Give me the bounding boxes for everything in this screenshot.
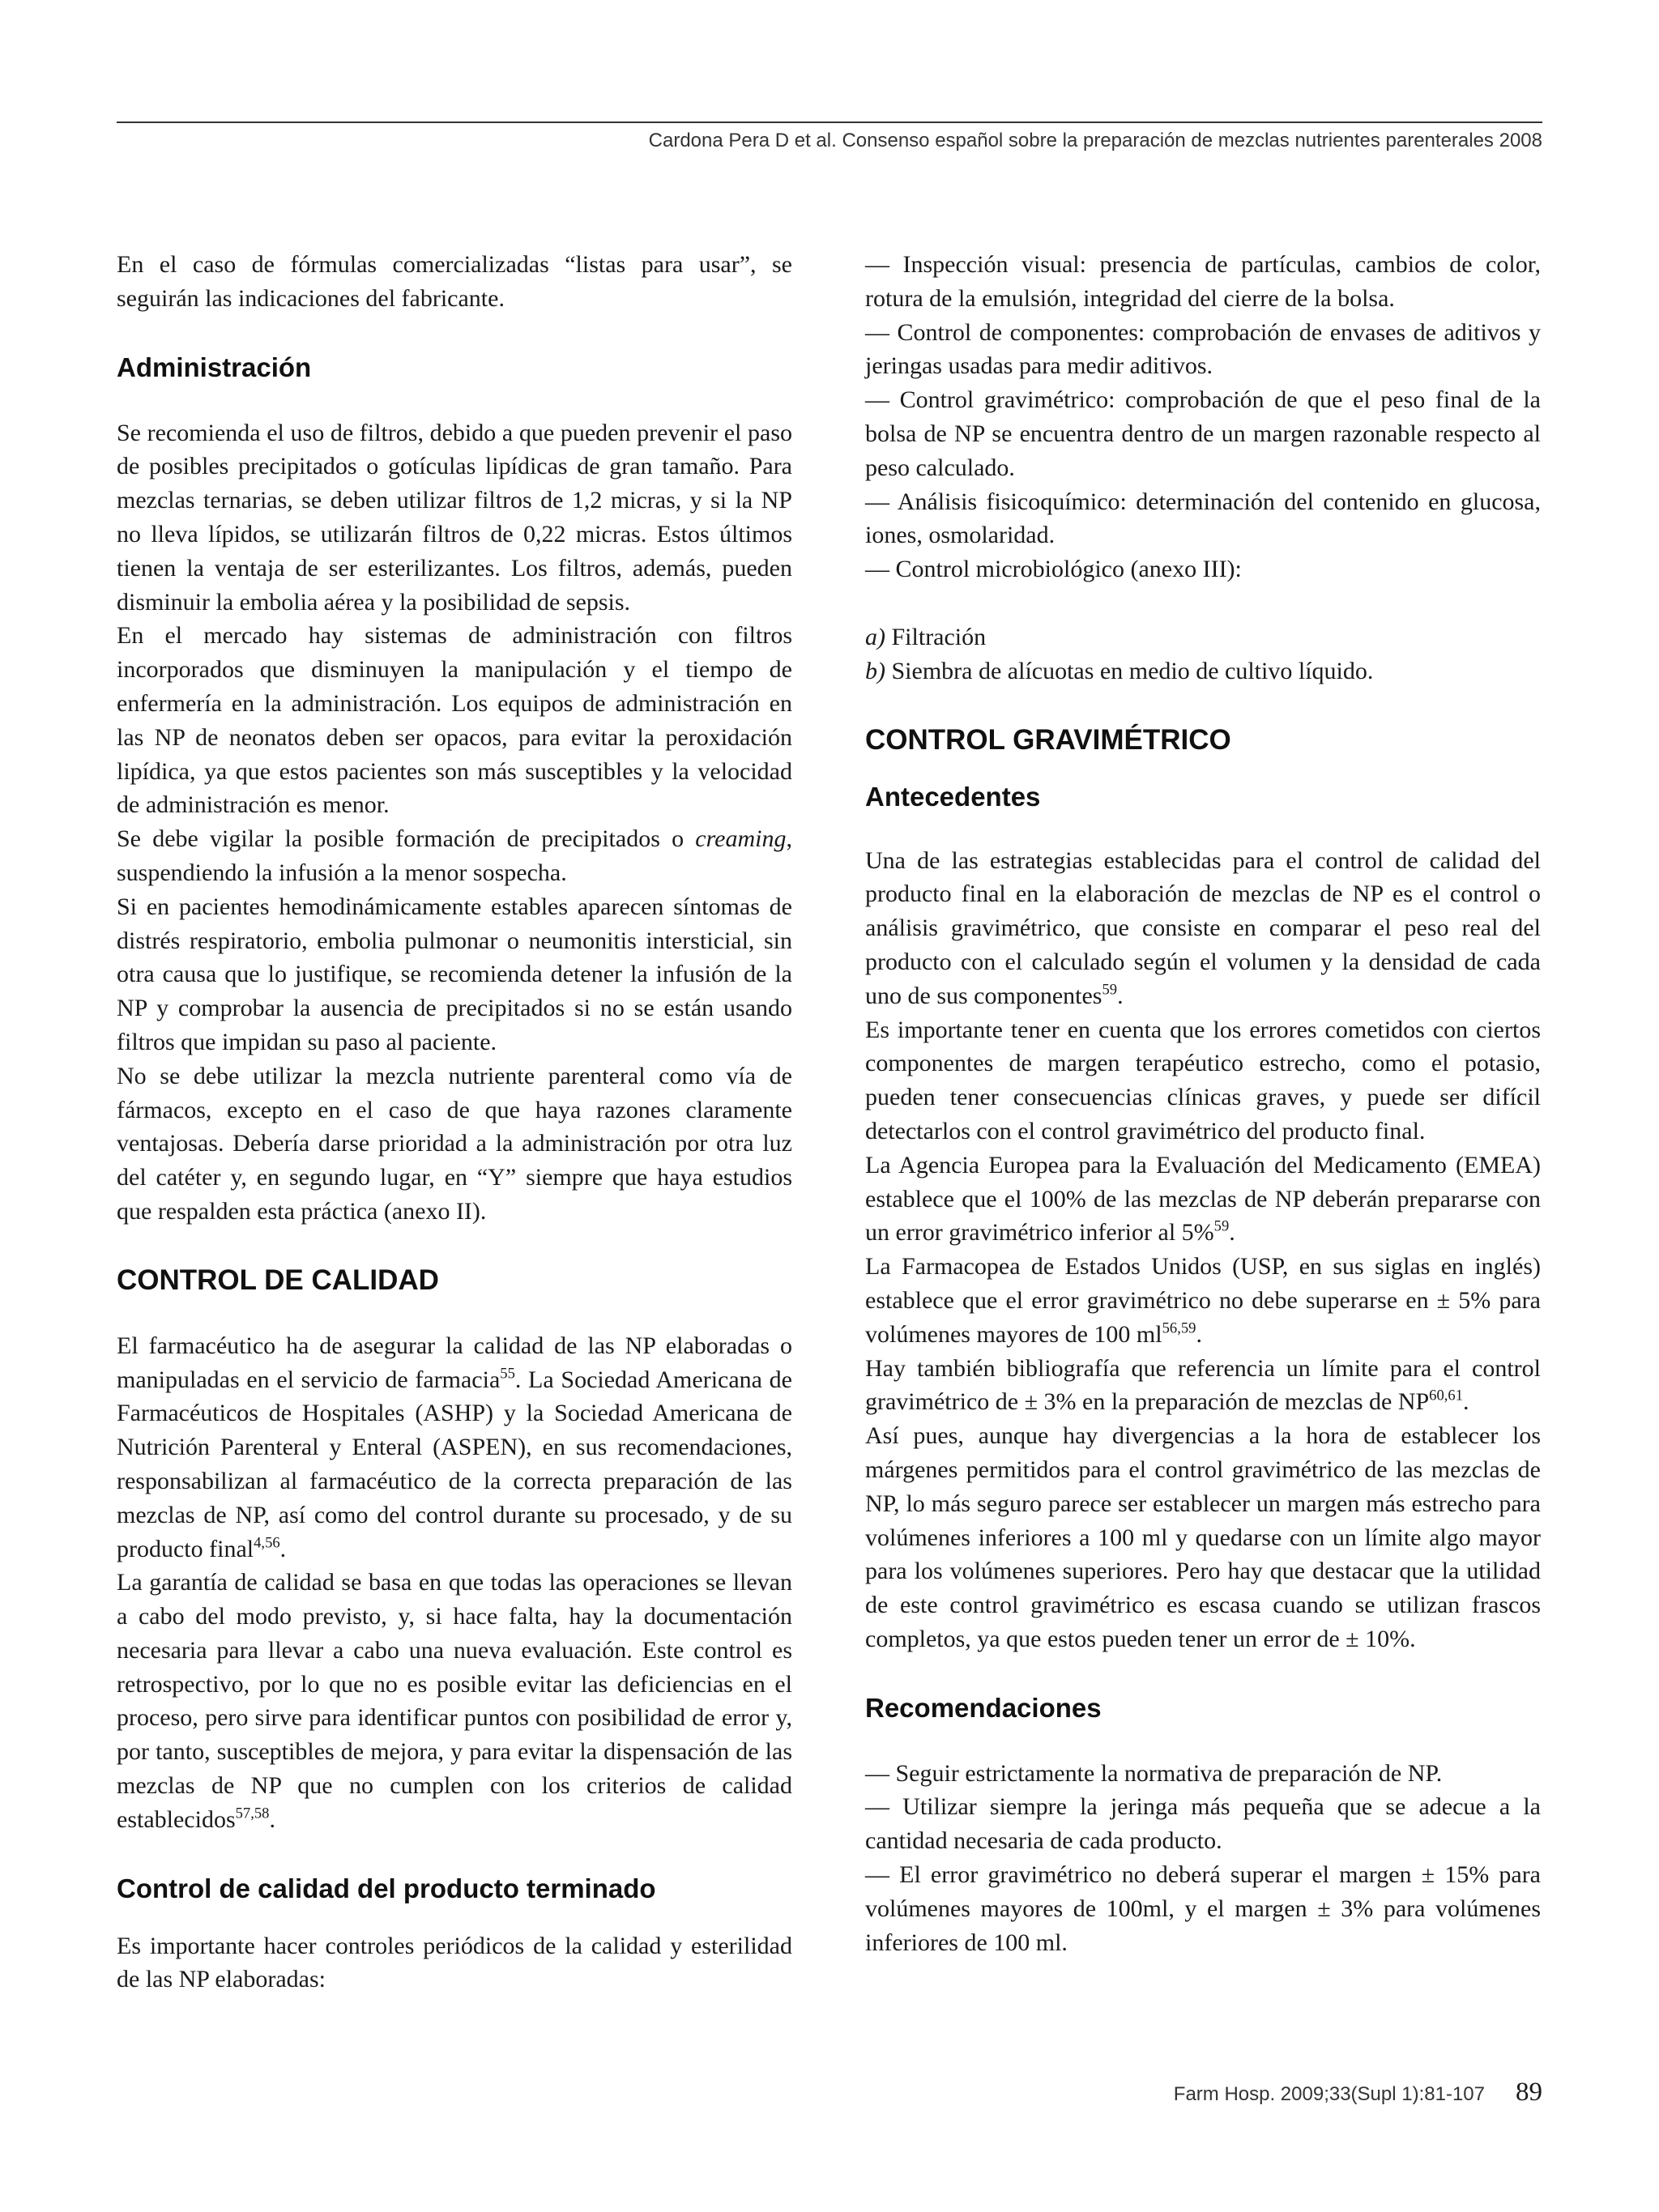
heading-producto-terminado: Control de calidad del producto terminado [117, 1873, 656, 1903]
bullet-analisis-fisicoquimico: — Análisis fisicoquímico: determinación del contenido en glucosa, iones, osmolaridad. [865, 488, 1541, 549]
heading-administracion: Administración [117, 352, 312, 382]
heading-recomendaciones: Recomendaciones [865, 1692, 1102, 1723]
antecedentes-paragraph-2: Es importante tener en cuenta que los errores cometidos con ciertos componentes de margen terapéutico estrecho, como el potasio, pueden tener consecuencias clínicas graves, y puede ser difícil detectarlos con el control gravimétrico del producto final. [865, 1016, 1541, 1144]
citation-superscript: 59 [1213, 1217, 1230, 1235]
heading-antecedentes: Antecedentes [865, 781, 1041, 812]
administracion-paragraph-5: No se debe utilizar la mezcla nutriente parenteral como vía de fármacos, excepto en el caso de que haya razones claramente ventajosas. Debería darse prioridad a la administración por otra luz del catéter y, en segundo lugar, en “Y” siempre que haya estudios que respalden esta práctica (anexo II). [117, 1062, 792, 1225]
page-number: 89 [1516, 2078, 1542, 2107]
producto-terminado-paragraph: Es importante hacer controles periódicos de la calidad y esterilidad de las NP elaboradas: [117, 1932, 792, 1993]
creaming-term: creaming [695, 825, 787, 853]
antecedentes-paragraph-5: Hay también bibliografía que referencia un límite para el control gravimétrico de ± 3% en la preparación de mezclas de NP$^{60,61}$. [865, 1354, 1541, 1416]
sub-item-b: b) Siembra de alícuotas en medio de cultivo líquido. [865, 657, 1374, 684]
intro-paragraph: En el caso de fórmulas comercializadas “listas para usar”, se seguirán las indicaciones del fabricante. [117, 251, 792, 312]
administracion-paragraph-3: Se debe vigilar la posible formación de precipitados o creaming, suspendiendo la infusión a la menor sospecha. [117, 825, 792, 886]
right-column [865, 248, 1541, 1959]
citation-superscript: 60,61 [1429, 1387, 1464, 1404]
control-calidad-paragraph-1: El farmacéutico ha de asegurar la calidad de las NP elaboradas o manipuladas en el servicio de farmacia$^{55}$. La Sociedad Americana de Farmacéuticos de Hospitales (ASHP) y la Sociedad Americana de Nutrición Parenteral y Enteral (ASPEN), en sus recomendaciones, responsabilizan al farmacéutico de la correcta preparación de las mezclas de NP, así como del control durante su procesado, y de su producto final$^{4,56}$. [117, 1332, 792, 1562]
bullet-control-gravimetrico: — Control gravimétrico: comprobación de que el peso final de la bolsa de NP se encuentra dentro de un margen razonable respecto al peso calculado. [865, 386, 1541, 481]
bullet-control-microbiologico: — Control microbiológico (anexo III): [865, 556, 1242, 583]
antecedentes-paragraph-3: La Agencia Europea para la Evaluación del Medicamento (EMEA) establece que el 100% de las mezclas de NP deberán prepararse con un error gravimétrico inferior al 5%$^{59}$. [865, 1151, 1541, 1247]
citation-superscript: 59 [1102, 981, 1118, 999]
administracion-paragraph-1: Se recomienda el uso de filtros, debido a que pueden prevenir el paso de posibles precipitados o gotículas lipídicas de gran tamaño. Para mezclas ternarias, se deben utilizar filtros de 1,2 micras, y si la NP no lleva lípidos, se utilizarán filtros de 0,22 micras. Estos últimos tienen la ventaja de ser esterilizantes. Los filtros, además, pueden disminuir la embolia aérea y la posibilidad de sepsis. [117, 419, 792, 616]
control-calidad-paragraph-2: La garantía de calidad se basa en que todas las operaciones se llevan a cabo del modo previsto, y, si hace falta, hay la documentación necesaria para llevar a cabo una nueva evaluación. Este control es retrospectivo, por lo que no es posible evitar las deficiencias en el proceso, pero sirve para identificar puntos con posibilidad de error y, por tanto, susceptibles de mejora, y para evitar la dispensación de las mezclas de NP que no cumplen con los criterios de calidad establecidos$^{57,58}$. [117, 1569, 792, 1833]
left-column [117, 248, 792, 1997]
sub-item-a: a) Filtración [865, 623, 987, 650]
bullet-inspeccion-visual: — Inspección visual: presencia de partículas, cambios de color, rotura de la emulsión, integridad del cierre de la bolsa. [865, 251, 1541, 312]
recommendation-1: — Seguir estrictamente la normativa de preparación de NP. [865, 1759, 1443, 1787]
antecedentes-paragraph-6: Así pues, aunque hay divergencias a la hora de establecer los márgenes permitidos para el control gravimétrico de las mezclas de NP, lo más seguro parece ser establecer un margen más estrecho para volúmenes inferiores a 100 ml y quedarse con un límite algo mayor para los volúmenes superiores. Pero hay que destacar que la utilidad de este control gravimétrico es escasa cuando se utilizan frascos completos, ya que estos pueden tener un error de ± 10%. [865, 1422, 1541, 1652]
citation-superscript: 56,59 [1162, 1319, 1196, 1337]
page-footer [1174, 2078, 1542, 2108]
journal-citation: Farm Hosp. 2009;33(Supl 1):81-107 [1173, 2083, 1485, 2105]
antecedentes-paragraph-4: La Farmacopea de Estados Unidos (USP, en sus siglas en inglés) establece que el error gravimétrico no debe superarse en ± 5% para volúmenes mayores de 100 ml$^{56,59}$. [865, 1253, 1541, 1348]
header-rule [117, 121, 1542, 123]
administracion-paragraph-2: En el mercado hay sistemas de administración con filtros incorporados que disminuyen la manipulación y el tiempo de enfermería en la administración. Los equipos de administración en las NP de neonatos deben ser opacos, para evitar la peroxidación lipídica, ya que estos pacientes son más susceptibles y la velocidad de administración es menor. [117, 622, 792, 819]
recommendation-3: — El error gravimétrico no deberá superar el margen ± 15% para volúmenes mayores de 100ml, y el margen ± 3% para volúmenes inferiores de 100 ml. [865, 1861, 1541, 1956]
citation-superscript: 55 [500, 1364, 515, 1382]
bullet-control-componentes: — Control de componentes: comprobación de envases de aditivos y jeringas usadas para medir aditivos. [865, 318, 1541, 380]
citation-superscript: 4,56 [254, 1533, 280, 1551]
running-head: Cardona Pera D et al. Consenso español sobre la preparación de mezclas nutrientes parenterales 2008 [648, 130, 1542, 151]
administracion-paragraph-4: Si en pacientes hemodinámicamente estables aparecen síntomas de distrés respiratorio, embolia pulmonar o neumonitis intersticial, sin otra causa que lo justifique, se recomienda detener la infusión de la NP y comprobar la ausencia de precipitados si no se están usando filtros que impidan su paso al paciente. [117, 893, 792, 1055]
heading-control-gravimetrico: CONTROL GRAVIMÉTRICO [865, 723, 1231, 756]
citation-superscript: 57,58 [235, 1805, 270, 1822]
heading-control-de-calidad: CONTROL DE CALIDAD [117, 1264, 439, 1296]
antecedentes-paragraph-1: Una de las estrategias establecidas para el control de calidad del producto final en la elaboración de mezclas de NP es el control o análisis gravimétrico, que consiste en comparar el peso real del producto con el calculado según el volumen y la densidad de cada uno de sus componentes$^{59}$. [865, 846, 1541, 1009]
recommendation-2: — Utilizar siempre la jeringa más pequeña que se adecue a la cantidad necesaria de cada producto. [865, 1793, 1541, 1855]
